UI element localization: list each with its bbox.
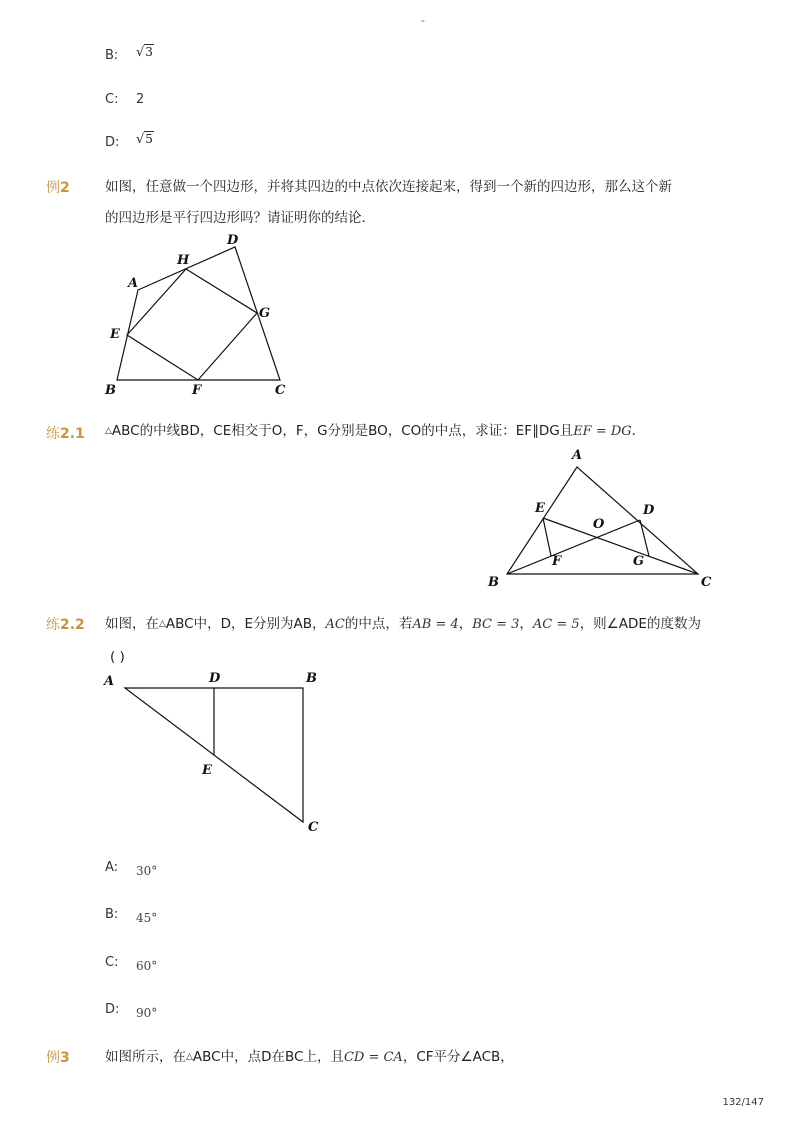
practice-2-2-tag-prefix: 练 [46, 617, 60, 633]
example-2-line-1: 如图，任意做一个四边形，并将其四边的中点依次连接起来，得到一个新的四边形，那么这个新 [105, 179, 672, 195]
option-d-radicand: 5 [145, 132, 153, 146]
p22-math-ab: AB = 4 [412, 617, 459, 632]
example-3-tag [46, 1047, 70, 1067]
fig2-label-g: G [633, 554, 645, 569]
p22-option-d-value: 90° [136, 1006, 158, 1020]
option-d-value: √5 [136, 132, 153, 147]
fig2-label-b: B [488, 575, 499, 590]
fig1-label-d: D [227, 233, 239, 248]
example-2-tag-prefix: 例 [46, 180, 60, 196]
triangle-medians-figure [482, 444, 718, 592]
example-3-tag-prefix: 例 [46, 1050, 60, 1066]
practice-2-1-math: EF = DG [573, 424, 632, 439]
p22-option-b-label: B: [105, 907, 119, 922]
quadrilateral-figure [100, 228, 300, 400]
fig2-label-d: D [643, 503, 655, 518]
fig1-label-g: G [259, 306, 271, 321]
example-2-tag-number: 2 [60, 180, 70, 196]
page-number: 132/147 [722, 1097, 764, 1108]
p22-option-b-value: 45° [136, 911, 158, 925]
example-2-line-2: 的四边形是平行四边形吗？请证明你的结论． [105, 210, 375, 226]
fig1-label-b: B [105, 383, 116, 398]
practice-2-2-tag-number: 2.2 [60, 617, 85, 633]
practice-2-1-text-b: ． [631, 423, 646, 439]
fig2-label-e: E [535, 501, 545, 516]
segment-dg [640, 520, 649, 556]
outer-quadrilateral [117, 247, 280, 380]
example-2-tag [46, 177, 70, 197]
option-c-value: 2 [136, 92, 145, 107]
p22-text-6: ，则∠ADE的度数为 [579, 616, 701, 632]
p22-text-5: ， [519, 616, 533, 632]
fig2-label-a: A [572, 448, 583, 463]
option-b-radicand: 3 [145, 45, 153, 59]
practice-2-1-text [105, 421, 645, 442]
median-ce [543, 518, 698, 574]
example-3-tag-number: 3 [60, 1050, 70, 1066]
practice-2-1-tag-prefix: 练 [46, 426, 60, 442]
p22-math-bc: BC = 3 [472, 617, 520, 632]
p22-text-3: 的中点，若 [344, 616, 413, 632]
p22-math-ac: AC [325, 617, 345, 632]
practice-2-1-text-a: ABC的中线BD，CE相交于O，F，G分别是BO，CO的中点，求证：EF∥DG且 [111, 423, 574, 439]
fig1-label-a: A [128, 276, 139, 291]
fig2-label-f: F [552, 554, 562, 569]
p22-text-4: ， [458, 616, 473, 632]
fig3-label-c: C [308, 820, 319, 835]
p22-option-a-value: 30° [136, 864, 158, 878]
p22-option-a-label: A: [105, 860, 119, 875]
fig1-label-h: H [177, 253, 190, 268]
example-3-text [105, 1047, 514, 1068]
p22-option-c-label: C: [105, 955, 119, 970]
fig3-label-d: D [209, 671, 221, 686]
practice-2-2-answer-blank: ( ) [110, 649, 125, 665]
p22-text-2: ABC中，D，E分别为AB， [165, 616, 326, 632]
p22-option-d-label: D: [105, 1002, 120, 1017]
ex3-math: CD = CA [343, 1050, 403, 1065]
p22-text-1: 如图，在 [105, 616, 159, 632]
fig3-label-e: E [202, 763, 212, 778]
option-b-value: √3 [136, 45, 153, 60]
practice-2-1-tag-number: 2.1 [60, 426, 85, 442]
practice-2-1-tag [46, 423, 85, 443]
option-c-label: C: [105, 92, 119, 107]
fig2-label-o: O [593, 517, 605, 532]
ex3-text-1: 如图所示，在 [105, 1049, 186, 1065]
option-b-label: B: [105, 48, 119, 63]
p22-math-ac-value: AC = 5 [532, 617, 580, 632]
triangle-symbol: △ [159, 619, 166, 629]
ex3-text-2: ABC中，点D在BC上，且 [192, 1049, 344, 1065]
fig1-label-c: C [275, 383, 286, 398]
fig3-label-a: A [104, 674, 115, 689]
option-d-label: D: [105, 135, 120, 150]
right-triangle-figure [100, 668, 325, 836]
fig2-label-c: C [701, 575, 712, 590]
median-bd [507, 520, 640, 574]
fig1-label-e: E [110, 327, 120, 342]
header-mark: - [421, 14, 425, 27]
fig1-label-f: F [192, 383, 202, 398]
fig3-label-b: B [306, 671, 317, 686]
ex3-text-3: ，CF平分∠ACB， [402, 1049, 514, 1065]
triangle-symbol: △ [105, 426, 112, 436]
triangle-symbol: △ [186, 1052, 193, 1062]
segment-ef [543, 518, 551, 556]
p22-option-c-value: 60° [136, 959, 158, 973]
practice-2-2-text [105, 614, 701, 635]
practice-2-2-tag [46, 614, 85, 634]
